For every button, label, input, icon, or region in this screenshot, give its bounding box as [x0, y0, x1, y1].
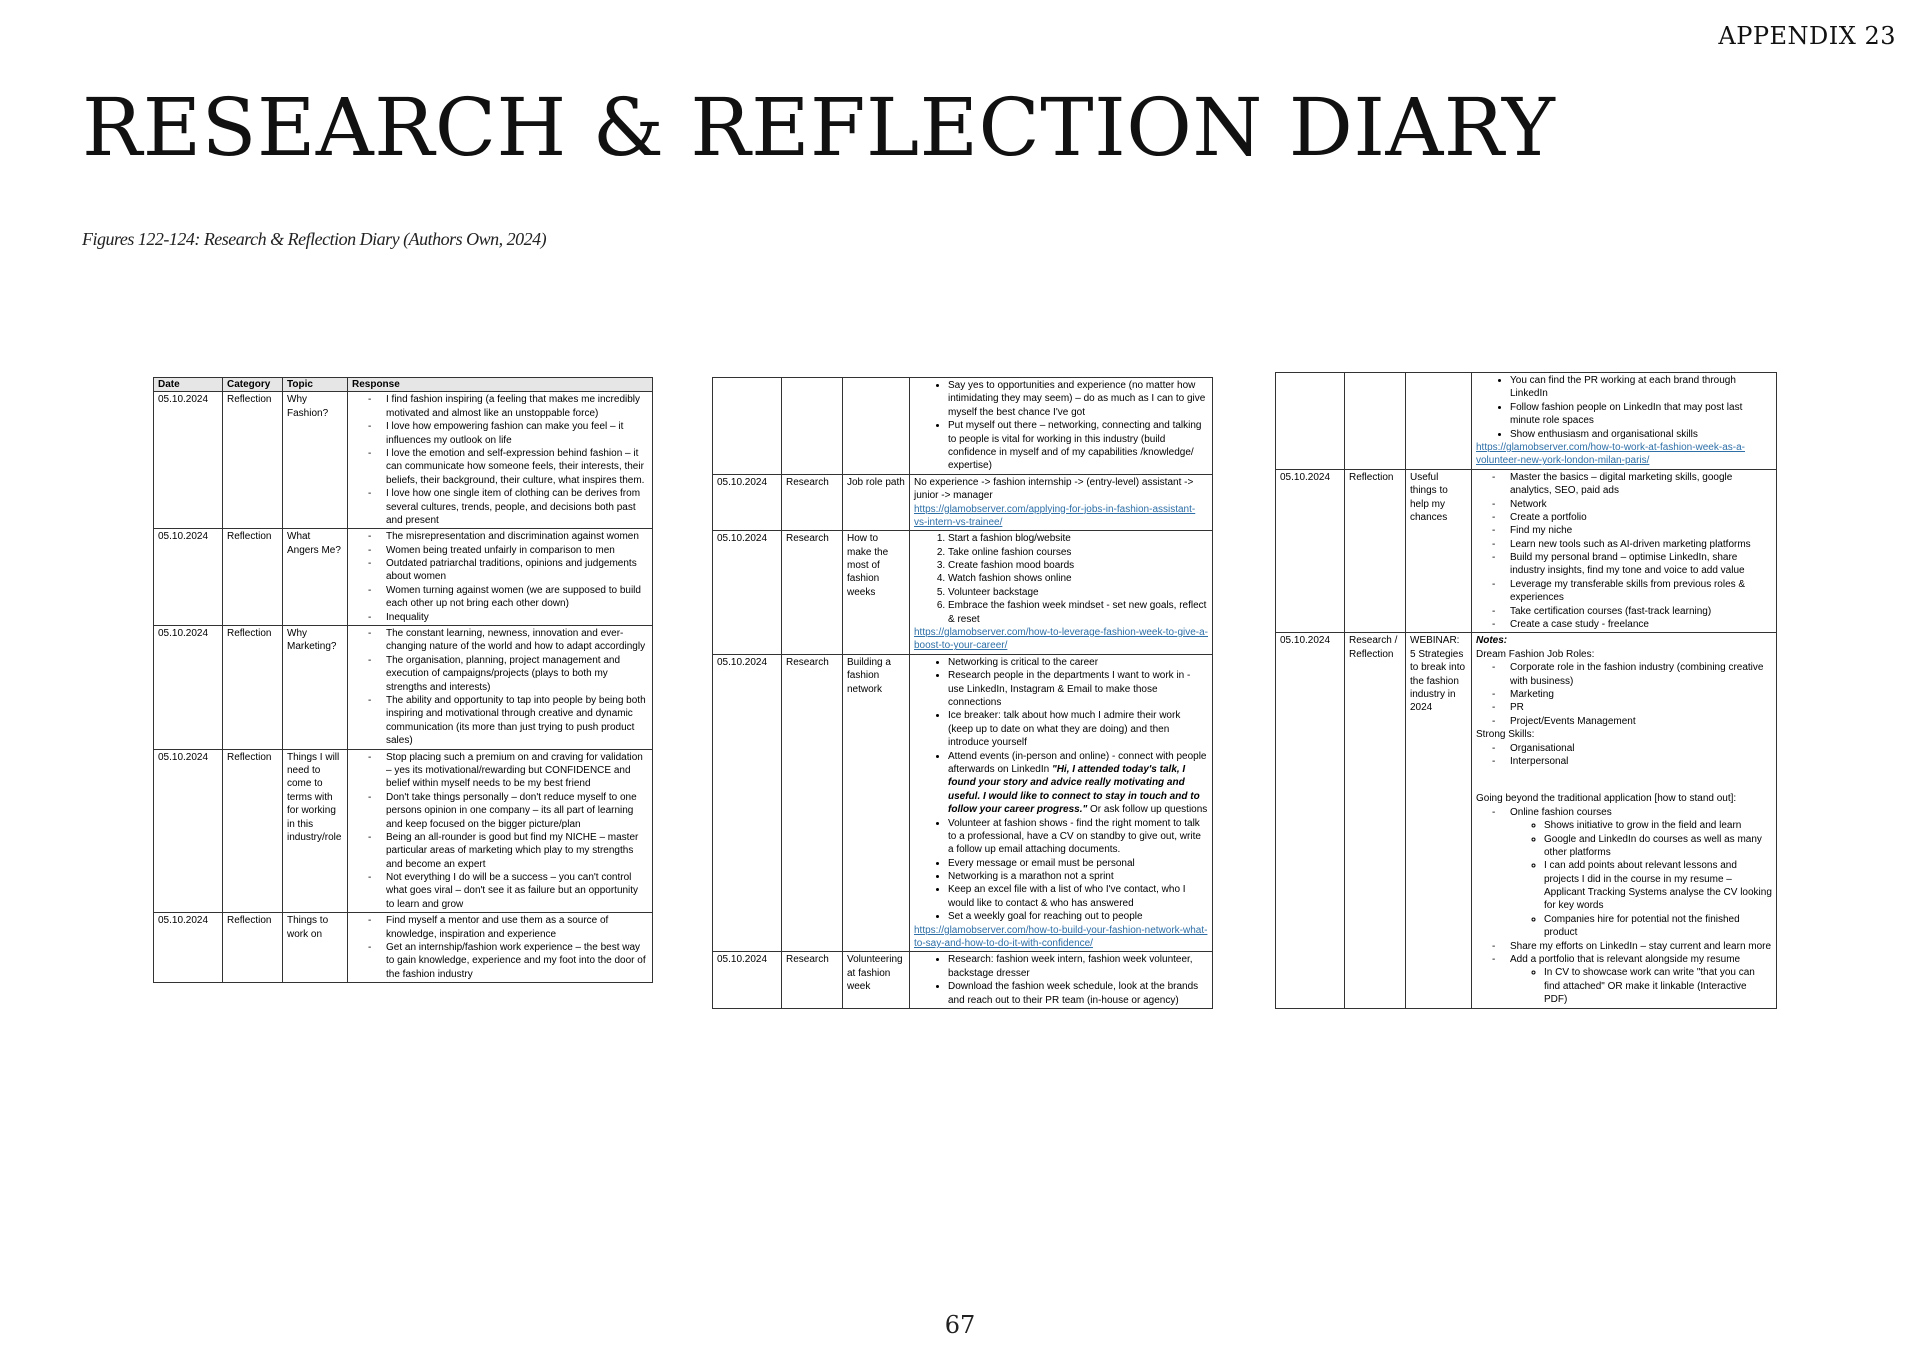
- entry-date: 05.10.2024: [154, 529, 223, 626]
- list-item: • Keep an excel file with a list of who I've contact, who I would like to contact & who has answered: [948, 883, 1208, 910]
- entry-category: Research: [782, 474, 843, 531]
- appendix-label: APPENDIX 23: [1718, 22, 1896, 50]
- entry-topic: Job role path: [843, 474, 910, 531]
- list-item: 2. Take online fashion courses: [948, 546, 1208, 559]
- portfolio-text: Add a portfolio that is relevant alongside my resume: [1510, 954, 1741, 966]
- list-item: - The misrepresentation and discrimination against women: [386, 530, 648, 543]
- table-row: [154, 529, 653, 626]
- entry-category: Reflection: [223, 913, 283, 983]
- entry-date: [713, 378, 782, 475]
- list-item: • Say yes to opportunities and experience (no matter how intimidating they may seem) – do as much as I can to give myself the best chance I've got: [948, 379, 1208, 419]
- entry-topic: Volunteering at fashion week: [843, 952, 910, 1009]
- list-item: 6. Embrace the fashion week mindset - set new goals, reflect & reset: [948, 599, 1208, 626]
- entry-category: Reflection: [223, 626, 283, 750]
- list-item: - Women being treated unfairly in comparison to men: [386, 544, 648, 557]
- list-item: 5. Volunteer backstage: [948, 586, 1208, 599]
- table-row: [713, 952, 1213, 1009]
- entry-response: [1472, 469, 1777, 633]
- list-item: [1510, 806, 1772, 940]
- attend-text: Attend events (in-person and online) - connect with people afterwards on LinkedIn: [948, 750, 1207, 775]
- table-row: [713, 378, 1213, 475]
- entry-response: [910, 531, 1213, 655]
- entry-category: Research / Reflection: [1345, 633, 1406, 1008]
- page-number: 67: [944, 1311, 976, 1339]
- list-item: - The constant learning, newness, innovation and ever-changing nature of the world and how to adapt accordingly: [386, 627, 648, 654]
- sub-list-item: ◦ Google and LinkedIn do courses as well as many other platforms: [1544, 833, 1772, 860]
- source-link[interactable]: https://glamobserver.com/applying-for-jobs-in-fashion-assistant-vs-intern-vs-trainee/: [914, 503, 1196, 528]
- list-item: - Marketing: [1510, 688, 1772, 701]
- table-row: [713, 531, 1213, 655]
- list-item: - Master the basics – digital marketing skills, google analytics, SEO, paid ads: [1510, 471, 1772, 498]
- list-item: - I love how empowering fashion can make you feel – it influences my outlook on life: [386, 420, 648, 447]
- source-link[interactable]: https://glamobserver.com/how-to-work-at-fashion-week-as-a-volunteer-new-york-london-milan-paris/: [1476, 441, 1745, 467]
- entry-topic: Why Marketing?: [283, 626, 348, 750]
- list-item: - I love the emotion and self-expression behind fashion – it can communicate how someone feels, their interests, their beliefs, their background, their culture, what inspires them.: [386, 447, 648, 487]
- list-item: - Network: [1510, 498, 1772, 511]
- entry-topic: What Angers Me?: [283, 529, 348, 626]
- entry-topic: Things to work on: [283, 913, 348, 983]
- entry-date: 05.10.2024: [154, 626, 223, 750]
- list-item: - Find my niche: [1510, 524, 1772, 537]
- page-title: RESEARCH & REFLECTION DIARY: [82, 81, 1556, 174]
- table-row: [1276, 633, 1777, 1008]
- entry-response: [348, 392, 653, 529]
- attend-followup: Or ask follow up questions: [1087, 804, 1208, 816]
- entry-date: [1276, 373, 1345, 470]
- list-item: - Share my efforts on LinkedIn – stay current and learn more: [1510, 940, 1772, 953]
- list-item: • Every message or email must be personal: [948, 857, 1208, 870]
- entry-date: 05.10.2024: [154, 749, 223, 913]
- entry-response: [348, 529, 653, 626]
- diary-table-1: [153, 377, 653, 983]
- list-item: - Leverage my transferable skills from previous roles & experiences: [1510, 578, 1772, 605]
- header-response: Response: [348, 378, 653, 392]
- list-item: - Not everything I do will be a success – you can't control what goes viral – don't see it as failure but an opportunity to learn and grow: [386, 871, 648, 911]
- entry-response: [1472, 373, 1777, 470]
- sub-list-item: ◦ Companies hire for potential not the finished product: [1544, 913, 1772, 940]
- entry-date: 05.10.2024: [1276, 469, 1345, 633]
- list-item: • Show enthusiasm and organisational skills: [1510, 428, 1772, 441]
- table-row: [154, 392, 653, 529]
- list-item: - Take certification courses (fast-track learning): [1510, 605, 1772, 618]
- list-item: - Get an internship/fashion work experience – the best way to gain knowledge, experience and my foot into the door of the fashion industry: [386, 941, 648, 981]
- entry-topic: [843, 378, 910, 475]
- list-item: - Organisational: [1510, 742, 1772, 755]
- entry-topic: Building a fashion network: [843, 654, 910, 952]
- entry-date: 05.10.2024: [713, 654, 782, 952]
- skills-heading: Strong Skills:: [1476, 729, 1535, 741]
- list-item: 4. Watch fashion shows online: [948, 572, 1208, 585]
- source-link[interactable]: https://glamobserver.com/how-to-build-your-fashion-network-what-to-say-and-how-to-do-it-with-confidence/: [914, 924, 1208, 950]
- entry-category: Reflection: [223, 392, 283, 529]
- paragraph: No experience -> fashion internship -> (entry-level) assistant -> junior -> manager: [914, 476, 1194, 502]
- entry-category: Research: [782, 531, 843, 655]
- roles-heading: Dream Fashion Job Roles:: [1476, 648, 1595, 660]
- entry-date: 05.10.2024: [154, 913, 223, 983]
- list-item: • Research people in the departments I want to work in - use LinkedIn, Instagram & Email to make those connections: [948, 669, 1208, 709]
- list-item: - Find myself a mentor and use them as a source of knowledge, inspiration and experience: [386, 914, 648, 941]
- entry-category: Research: [782, 952, 843, 1009]
- list-item: - I find fashion inspiring (a feeling that makes me incredibly motivated and almost like an unstoppable force): [386, 393, 648, 420]
- list-item: - Inequality: [386, 611, 648, 624]
- list-item: - Outdated patriarchal traditions, opinions and judgements about women: [386, 557, 648, 584]
- table-row: [154, 626, 653, 750]
- entry-topic: Things I will need to come to terms with for working in this industry/role: [283, 749, 348, 913]
- entry-category: Reflection: [223, 749, 283, 913]
- list-item: • Networking is a marathon not a sprint: [948, 870, 1208, 883]
- entry-date: 05.10.2024: [713, 474, 782, 531]
- entry-category: [1345, 373, 1406, 470]
- entry-topic: Why Fashion?: [283, 392, 348, 529]
- entry-topic: How to make the most of fashion weeks: [843, 531, 910, 655]
- entry-date: 05.10.2024: [154, 392, 223, 529]
- list-item: - Stop placing such a premium on and craving for validation – yes its motivational/rewarding but CONFIDENCE and belief within myself needs to be my best friend: [386, 751, 648, 791]
- linkedin-message-quote: "Hi, I attended today's talk, I found your story and advice really motivating and useful. I would like to connect to stay in touch and to follow your career progress.": [948, 763, 1200, 816]
- sub-list-item: ◦ I can add points about relevant lessons and projects I did in the course in my resume – Applicant Tracking Systems analyse the CV looking for key words: [1544, 859, 1772, 913]
- diary-table-3: [1275, 372, 1777, 1009]
- entry-response: [910, 952, 1213, 1009]
- list-item: 3. Create fashion mood boards: [948, 559, 1208, 572]
- header-topic: Topic: [283, 378, 348, 392]
- online-courses-text: Online fashion courses: [1510, 806, 1612, 818]
- table-row: [713, 654, 1213, 952]
- entry-date: 05.10.2024: [713, 531, 782, 655]
- list-item: - Create a portfolio: [1510, 511, 1772, 524]
- header-date: Date: [154, 378, 223, 392]
- diary-table-2: [712, 377, 1213, 1009]
- notes-heading: Notes:: [1476, 635, 1508, 647]
- table-row: [154, 749, 653, 913]
- list-item: • Set a weekly goal for reaching out to people: [948, 910, 1208, 923]
- list-item: - Create a case study - freelance: [1510, 618, 1772, 631]
- header-category: Category: [223, 378, 283, 392]
- entry-topic: Useful things to help my chances: [1406, 469, 1472, 633]
- entry-response: [910, 378, 1213, 475]
- table-header-row: [154, 378, 653, 392]
- list-item: 1. Start a fashion blog/website: [948, 532, 1208, 545]
- list-item: • Volunteer at fashion shows - find the right moment to talk to a professional, have a CV on standby to give out, write a follow up email attaching documents.: [948, 817, 1208, 857]
- list-item: - Learn new tools such as AI-driven marketing platforms: [1510, 538, 1772, 551]
- entry-topic: WEBINAR: 5 Strategies to break into the fashion industry in 2024: [1406, 633, 1472, 1008]
- list-item: - The organisation, planning, project management and execution of campaigns/projects (plays to both my strengths and interests): [386, 654, 648, 694]
- list-item: - Build my personal brand – optimise LinkedIn, share industry insights, find my tone and voice to add value: [1510, 551, 1772, 578]
- list-item: - Being an all-rounder is good but find my NICHE – master particular areas of marketing which play to my strengths and become an expert: [386, 831, 648, 871]
- list-item: - Women turning against women (we are supposed to build each other up not bring each other down): [386, 584, 648, 611]
- list-item: - Interpersonal: [1510, 755, 1772, 768]
- entry-response: [348, 913, 653, 983]
- list-item: - I love how one single item of clothing can be derives from several cultures, trends, people, and decisions both past and present: [386, 487, 648, 527]
- entry-category: [782, 378, 843, 475]
- entry-response: [1472, 633, 1777, 1008]
- entry-category: Reflection: [1345, 469, 1406, 633]
- list-item: - Project/Events Management: [1510, 715, 1772, 728]
- figure-caption: Figures 122-124: Research & Reflection Diary (Authors Own, 2024): [82, 229, 547, 249]
- entry-date: 05.10.2024: [713, 952, 782, 1009]
- entry-response: [348, 749, 653, 913]
- entry-response: [348, 626, 653, 750]
- entry-category: Reflection: [223, 529, 283, 626]
- list-item: - Don't take things personally – don't reduce myself to one persons opinion in one company – its all part of learning and keep focused on the bigger picture/plan: [386, 791, 648, 831]
- list-item: • You can find the PR working at each brand through LinkedIn: [1510, 374, 1772, 401]
- entry-response: [910, 474, 1213, 531]
- sub-list-item: ◦ In CV to showcase work can write "that you can find attached" OR make it linkable (Interactive PDF): [1544, 966, 1772, 1006]
- list-item: [948, 750, 1208, 817]
- table-row: [1276, 373, 1777, 470]
- beyond-heading: Going beyond the traditional application [how to stand out]:: [1476, 793, 1737, 805]
- table-row: [1276, 469, 1777, 633]
- table-row: [713, 474, 1213, 531]
- list-item: • Ice breaker: talk about how much I admire their work (keep up to date on what they are doing) and then introduce yourself: [948, 709, 1208, 749]
- entry-topic: [1406, 373, 1472, 470]
- list-item: • Download the fashion week schedule, look at the brands and reach out to their PR team (in-house or agency): [948, 980, 1208, 1007]
- source-link[interactable]: https://glamobserver.com/how-to-leverage-fashion-week-to-give-a-boost-to-your-career/: [914, 627, 1209, 652]
- table-row: [154, 913, 653, 983]
- list-item: - The ability and opportunity to tap into people by being both inspiring and motivational through creative and dynamic communication (its more than just trying to push product sales): [386, 694, 648, 748]
- list-item: • Follow fashion people on LinkedIn that may post last minute role spaces: [1510, 401, 1772, 428]
- entry-response: [910, 654, 1213, 952]
- list-item: • Put myself out there – networking, connecting and talking to people is vital for working in this industry (build confidence in myself and of my capabilities /knowledge/ expertise): [948, 419, 1208, 473]
- entry-date: 05.10.2024: [1276, 633, 1345, 1008]
- list-item: [1510, 953, 1772, 1007]
- list-item: • Research: fashion week intern, fashion week volunteer, backstage dresser: [948, 953, 1208, 980]
- list-item: - Corporate role in the fashion industry (combining creative with business): [1510, 661, 1772, 688]
- entry-category: Research: [782, 654, 843, 952]
- sub-list-item: ◦ Shows initiative to grow in the field and learn: [1544, 819, 1772, 832]
- list-item: • Networking is critical to the career: [948, 656, 1208, 669]
- list-item: - PR: [1510, 701, 1772, 714]
